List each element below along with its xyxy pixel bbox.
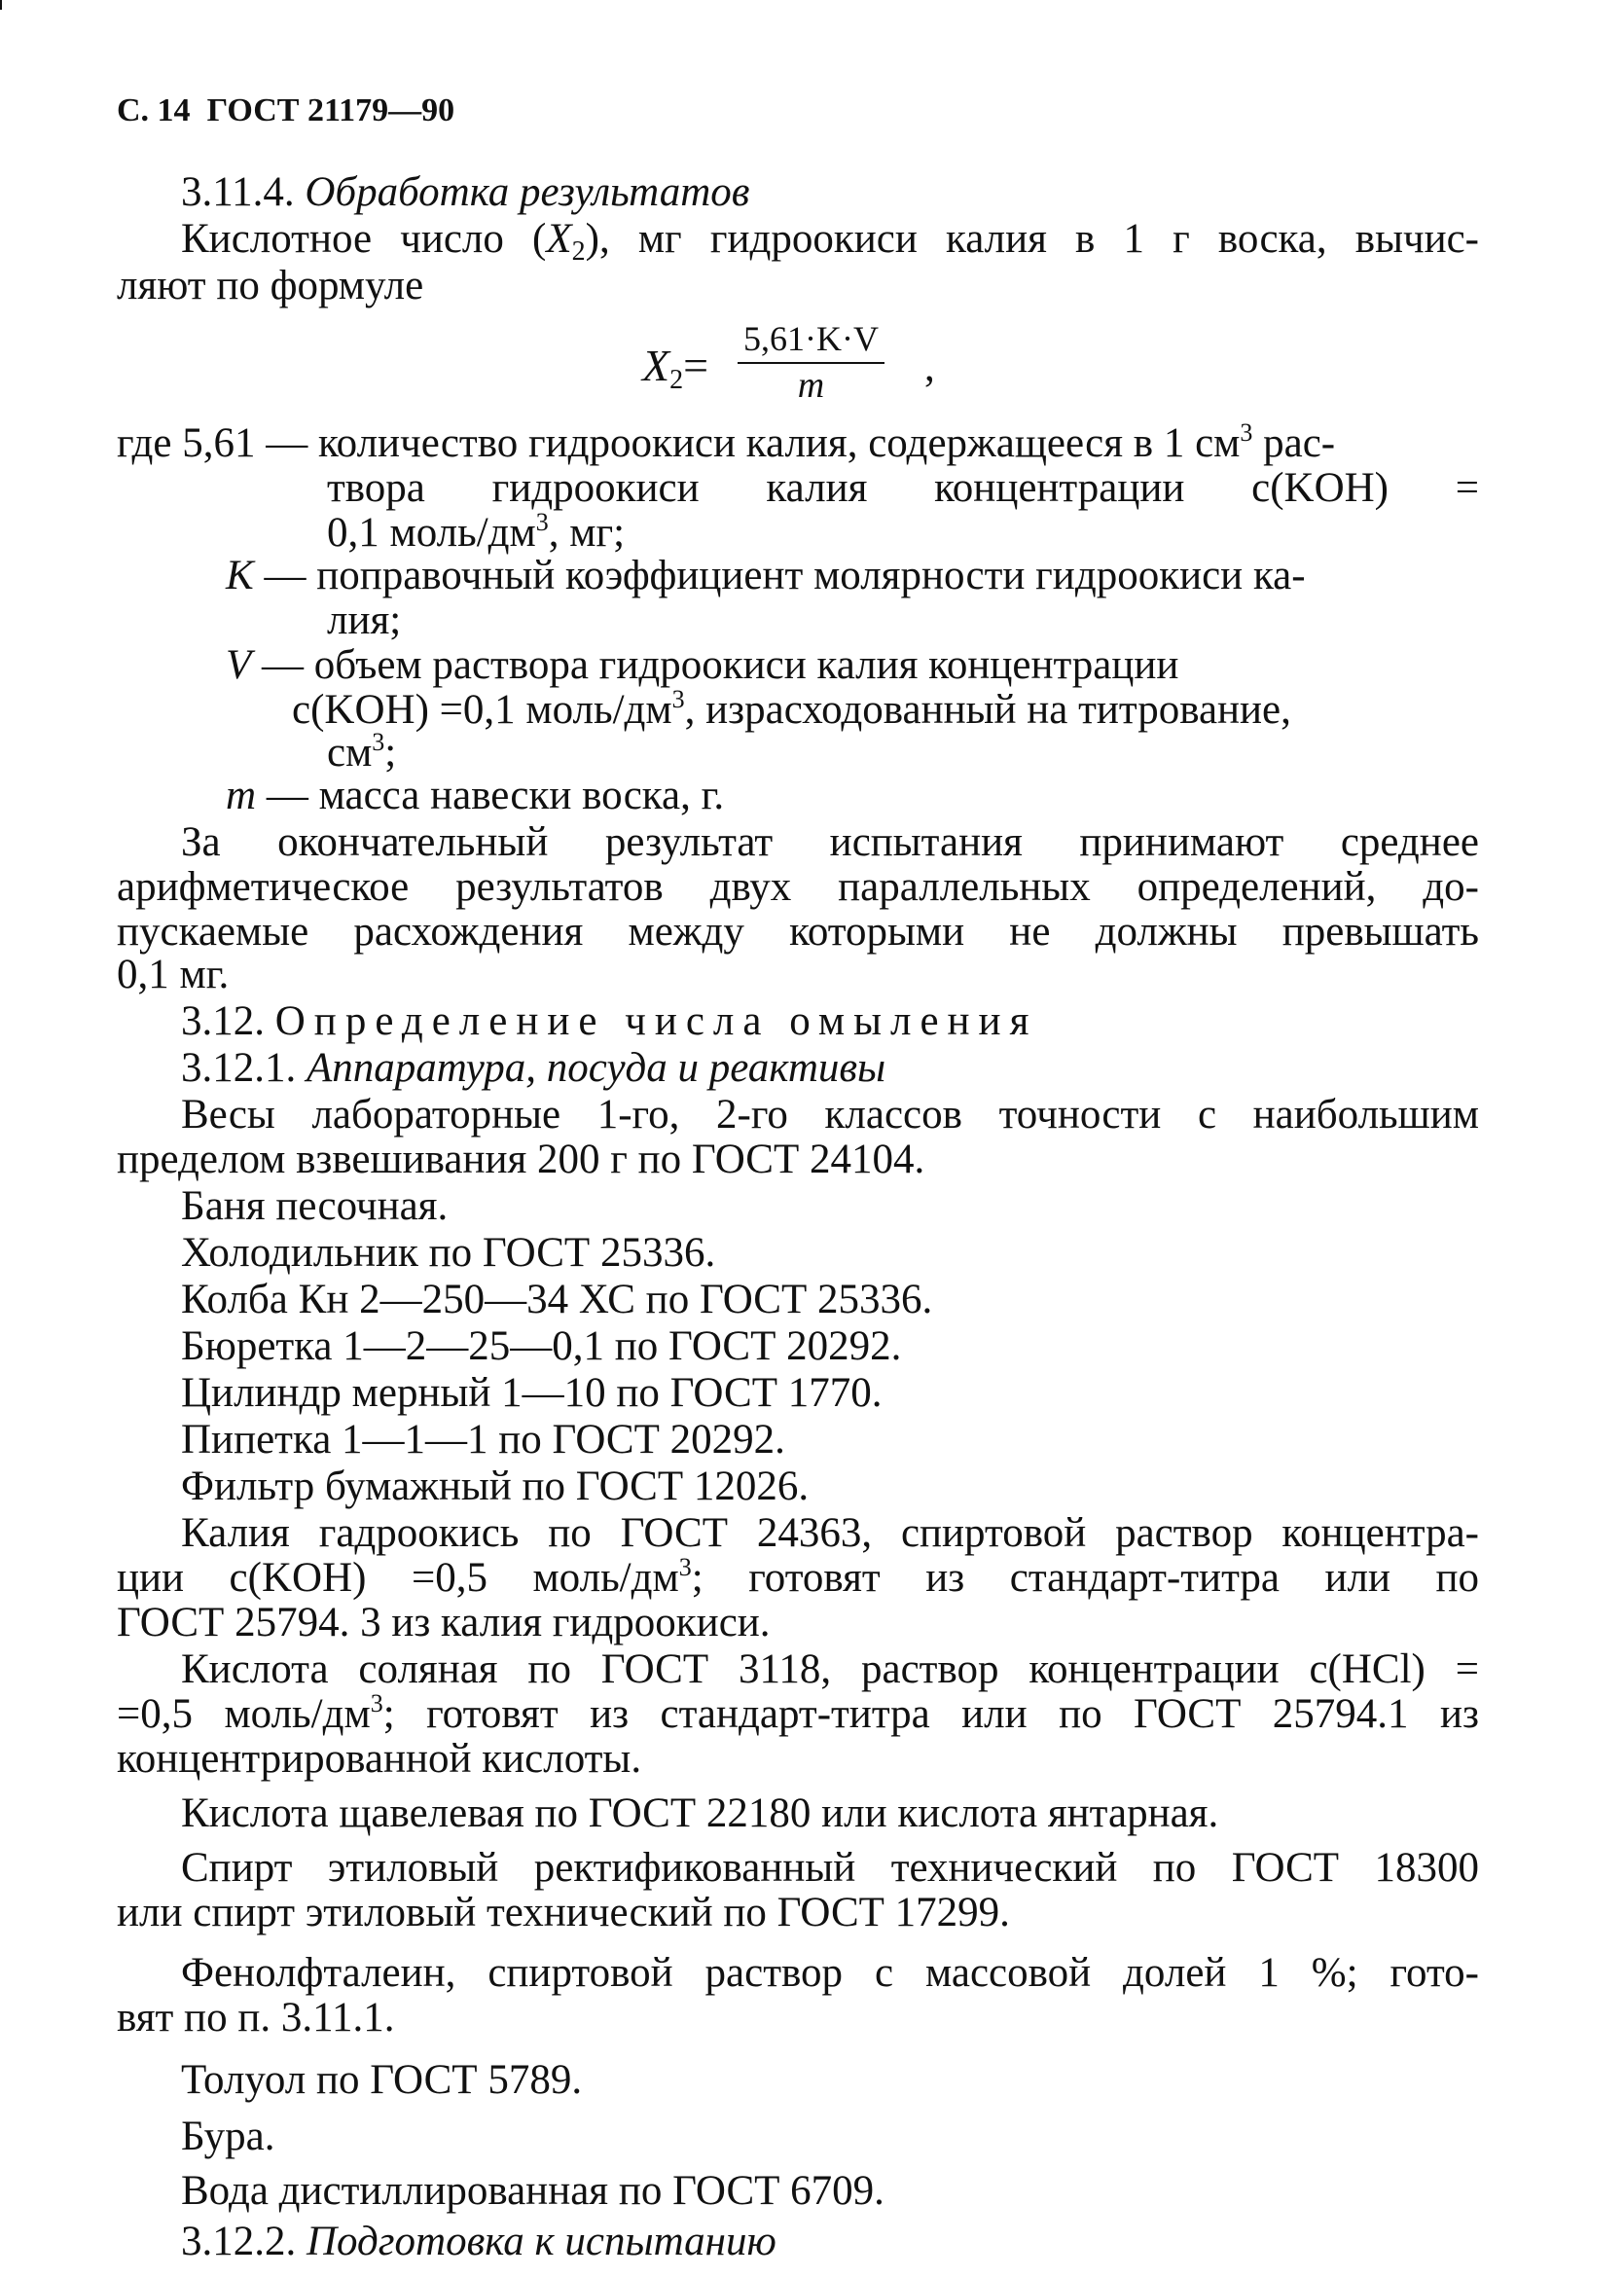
formula-trailing-comma: ,	[924, 344, 935, 390]
list-item: Бюретка 1—2—25—0,1 по ГОСТ 20292.	[181, 1323, 902, 1369]
page-number: С. 14	[117, 92, 191, 128]
list-item: Цилиндр мерный 1—10 по ГОСТ 1770.	[181, 1370, 883, 1416]
section-title: Аппаратура, посуда и реактивы	[307, 1045, 886, 1091]
list-item: Фильтр бумажный по ГОСТ 12026.	[181, 1464, 810, 1509]
legend-line	[226, 771, 724, 821]
section-number: 3.11.4.	[181, 169, 295, 215]
text-run: 0,1 моль/дм	[327, 510, 536, 556]
legend-line	[226, 640, 1178, 691]
formula-numerator: 5,61·K·V	[738, 319, 884, 364]
variable: X	[642, 341, 670, 390]
section-heading-3-12-1	[181, 1043, 885, 1094]
superscript: 3	[671, 685, 685, 713]
subscript: 2	[571, 236, 586, 267]
paragraph-line: ляют по формуле	[117, 263, 424, 308]
text-run: рас-	[1252, 420, 1336, 466]
list-item: Колба Кн 2—250—34 ХС по ГОСТ 25336.	[181, 1277, 933, 1322]
list-item: Вода дистиллированная по ГОСТ 6709.	[181, 2168, 884, 2214]
formula-lhs	[642, 341, 708, 406]
list-item: Пипетка 1—1—1 по ГОСТ 20292.	[181, 1417, 785, 1463]
text-run: =0,5 моль/дм	[117, 1691, 371, 1737]
list-item: или спирт этиловый технический по ГОСТ 17299.	[117, 1890, 1010, 1935]
paragraph-line: арифметическое результатов двух параллельных определений, до-	[117, 864, 1479, 910]
equals-sign: =	[683, 341, 709, 390]
section-title: Подготовка к испытанию	[307, 2219, 776, 2264]
text-run: , мг;	[548, 510, 626, 556]
formula-denominator: m	[797, 365, 825, 406]
list-item: Кислота соляная по ГОСТ 3118, раствор концентрации c(HCl) =	[181, 1646, 1479, 1692]
paragraph-line: За окончательный результат испытания принимают среднее	[181, 819, 1479, 865]
list-item	[117, 1553, 1479, 1604]
scan-edge-mark	[0, 0, 2, 10]
variable: X	[546, 216, 572, 262]
list-item: Фенолфталеин, спиртовой раствор с массовой долей 1 %; гото-	[181, 1950, 1479, 1996]
list-item: Холодильник по ГОСТ 25336.	[181, 1230, 716, 1276]
list-item: концентрированной кислоты.	[117, 1736, 642, 1782]
section-number: 3.12.1.	[181, 1045, 297, 1091]
superscript: 3	[1240, 418, 1253, 447]
list-item: Бура.	[181, 2114, 275, 2159]
list-item: Кислота щавелевая по ГОСТ 22180 или кислота янтарная.	[181, 1790, 1219, 1836]
superscript: 3	[678, 1553, 692, 1581]
legend-line	[292, 685, 1291, 736]
text-run: — объем раствора гидроокиси калия концентрации	[251, 642, 1179, 688]
text-run: c(KOH) =0,1 моль/дм	[292, 687, 672, 733]
legend-line	[226, 551, 1306, 601]
paragraph-line: пускаемые расхождения между которыми не должны превышать	[117, 909, 1479, 955]
section-title: Обработка результатов	[305, 169, 750, 215]
standard-code: ГОСТ 21179—90	[206, 92, 455, 128]
legend-line: лия;	[327, 597, 402, 643]
text-run: Кислотное число (	[181, 216, 547, 262]
list-item: пределом взвешивания 200 г по ГОСТ 24104.	[117, 1137, 925, 1182]
text-run: ;	[384, 730, 397, 776]
text-run: — масса навески воска, г.	[256, 773, 725, 818]
variable: V	[226, 642, 252, 688]
text-run: где 5,61 — количество гидроокиси калия, содержащееся в 1 см	[117, 420, 1241, 466]
section-number: 3.12.2.	[181, 2219, 297, 2264]
variable: K	[226, 553, 254, 598]
list-item: Баня песочная.	[181, 1183, 449, 1229]
superscript: 3	[535, 508, 549, 536]
section-number: 3.12.	[181, 998, 265, 1044]
list-item: Спирт этиловый ректификованный технический по ГОСТ 18300	[181, 1845, 1479, 1891]
list-item: Весы лабораторные 1-го, 2-го классов точности с наибольшим	[181, 1092, 1479, 1138]
text-run: ; готовят из стандарт-титра или по	[691, 1555, 1480, 1601]
list-item: Толуол по ГОСТ 5789.	[181, 2057, 583, 2103]
section-heading-3-12-2	[181, 2217, 776, 2267]
text-run: , израсходованный на титрование,	[684, 687, 1291, 733]
list-item	[117, 1689, 1479, 1740]
legend-line: твора гидроокиси калия концентрации c(KOH) =	[327, 465, 1479, 511]
legend-line	[117, 418, 1335, 469]
text-run: ции c(KOH) =0,5 моль/дм	[117, 1555, 679, 1601]
page-header	[117, 86, 454, 136]
superscript: 3	[370, 1689, 383, 1717]
section-heading-3-11-4	[181, 167, 749, 218]
text-run: ; готовят из стандарт-титра или по ГОСТ 25794.1 из	[382, 1691, 1479, 1737]
formula-fraction	[738, 319, 884, 407]
superscript: 3	[372, 728, 385, 756]
text-run: см	[327, 730, 373, 776]
text-run: ), мг гидроокиси калия в 1 г воска, вычис-	[585, 216, 1480, 262]
paragraph-line: 0,1 мг.	[117, 952, 230, 997]
list-item: ГОСТ 25794. 3 из калия гидроокиси.	[117, 1600, 771, 1645]
subscript: 2	[669, 365, 684, 395]
section-heading-3-12	[181, 996, 1037, 1047]
variable: m	[226, 773, 257, 818]
list-item: вят по п. 3.11.1.	[117, 1995, 395, 2041]
list-item: Калия гадроокись по ГОСТ 24363, спиртовой раствор концентра-	[181, 1510, 1479, 1556]
text-run: — поправочный коэффициент молярности гидроокиси ка-	[253, 553, 1306, 598]
section-title: Определение числа омыления	[274, 998, 1038, 1044]
